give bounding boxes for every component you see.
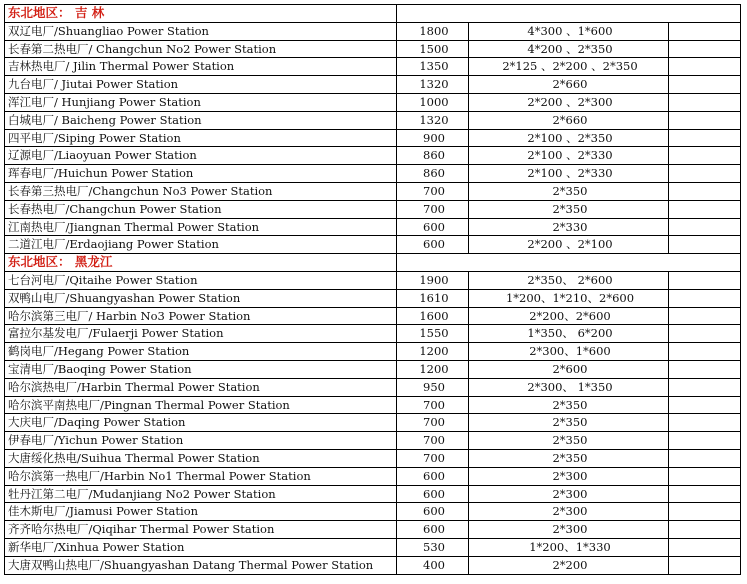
note-cell (669, 111, 741, 129)
table-row (5, 58, 741, 76)
station-name-cell: 白城电厂/ Baicheng Power Station (5, 111, 397, 129)
station-name-cell: 七台河电厂/Qitaihe Power Station (5, 271, 397, 289)
capacity-cell: 1550 (397, 325, 469, 343)
note-cell (669, 271, 741, 289)
station-name-cell: 牡丹江第二电厂/Mudanjiang No2 Power Station (5, 485, 397, 503)
capacity-cell: 1500 (397, 40, 469, 58)
capacity-cell: 1000 (397, 93, 469, 111)
station-name-cell: 二道江电厂/Erdaojiang Power Station (5, 236, 397, 254)
note-cell (669, 218, 741, 236)
table-row (5, 467, 741, 485)
table-row (5, 360, 741, 378)
station-name-cell: 鹤岗电厂/Hegang Power Station (5, 343, 397, 361)
note-cell (669, 22, 741, 40)
table-row (5, 325, 741, 343)
power-station-table (4, 4, 741, 575)
unit-config-cell: 4*300 、1*600 (469, 22, 669, 40)
station-name-cell: 江南热电厂/Jiangnan Thermal Power Station (5, 218, 397, 236)
unit-config-cell: 2*600 (469, 360, 669, 378)
station-name-cell: 哈尔滨热电厂/Harbin Thermal Power Station (5, 378, 397, 396)
station-name-cell: 伊春电厂/Yichun Power Station (5, 432, 397, 450)
table-row (5, 76, 741, 94)
table-row (5, 147, 741, 165)
table-row (5, 556, 741, 574)
table-row (5, 111, 741, 129)
unit-config-cell: 2*200、2*600 (469, 307, 669, 325)
unit-config-cell: 2*100 、2*330 (469, 165, 669, 183)
capacity-cell: 600 (397, 521, 469, 539)
note-cell (669, 396, 741, 414)
unit-config-cell: 2*660 (469, 76, 669, 94)
note-cell (669, 467, 741, 485)
region-header: 东北地区： 黑龙江 (5, 254, 397, 272)
table-body (5, 5, 741, 575)
table-row (5, 485, 741, 503)
table-row (5, 165, 741, 183)
capacity-cell: 700 (397, 396, 469, 414)
capacity-cell: 400 (397, 556, 469, 574)
capacity-cell: 1800 (397, 22, 469, 40)
note-cell (669, 93, 741, 111)
note-cell (669, 432, 741, 450)
table-row (5, 396, 741, 414)
capacity-cell: 700 (397, 200, 469, 218)
table-row (5, 182, 741, 200)
unit-config-cell: 2*100 、2*330 (469, 147, 669, 165)
station-name-cell: 哈尔滨第三电厂/ Harbin No3 Power Station (5, 307, 397, 325)
note-cell (669, 521, 741, 539)
capacity-cell: 1600 (397, 307, 469, 325)
unit-config-cell: 4*200 、2*350 (469, 40, 669, 58)
station-name-cell: 珲春电厂/Huichun Power Station (5, 165, 397, 183)
table-row (5, 538, 741, 556)
note-cell (669, 414, 741, 432)
table-row (5, 307, 741, 325)
unit-config-cell: 2*200 、2*100 (469, 236, 669, 254)
capacity-cell: 700 (397, 414, 469, 432)
station-name-cell: 双辽电厂/Shuangliao Power Station (5, 22, 397, 40)
station-name-cell: 浑江电厂/ Hunjiang Power Station (5, 93, 397, 111)
station-name-cell: 双鸭山电厂/Shuangyashan Power Station (5, 289, 397, 307)
capacity-cell: 1200 (397, 360, 469, 378)
unit-config-cell: 2*350 (469, 414, 669, 432)
capacity-cell: 600 (397, 503, 469, 521)
unit-config-cell: 2*300、 1*350 (469, 378, 669, 396)
station-name-cell: 哈尔滨平南热电厂/Pingnan Thermal Power Station (5, 396, 397, 414)
note-cell (669, 58, 741, 76)
note-cell (669, 538, 741, 556)
station-name-cell: 齐齐哈尔热电厂/Qiqihar Thermal Power Station (5, 521, 397, 539)
table-row (5, 22, 741, 40)
note-cell (669, 76, 741, 94)
capacity-cell: 700 (397, 449, 469, 467)
station-name-cell: 宝清电厂/Baoqing Power Station (5, 360, 397, 378)
unit-config-cell: 2*350 (469, 396, 669, 414)
unit-config-cell: 1*200、1*330 (469, 538, 669, 556)
unit-config-cell: 2*125 、2*200 、2*350 (469, 58, 669, 76)
table-row (5, 503, 741, 521)
note-cell (669, 165, 741, 183)
station-name-cell: 吉林热电厂/ Jilin Thermal Power Station (5, 58, 397, 76)
note-cell (669, 147, 741, 165)
table-row (5, 236, 741, 254)
capacity-cell: 1320 (397, 76, 469, 94)
table-row (5, 93, 741, 111)
capacity-cell: 700 (397, 182, 469, 200)
unit-config-cell: 2*660 (469, 111, 669, 129)
station-name-cell: 富拉尔基发电厂/Fulaerji Power Station (5, 325, 397, 343)
unit-config-cell: 2*300 (469, 485, 669, 503)
note-cell (669, 236, 741, 254)
unit-config-cell: 2*300 (469, 467, 669, 485)
unit-config-cell: 2*300 (469, 503, 669, 521)
capacity-cell: 600 (397, 218, 469, 236)
region-header-row (5, 5, 741, 23)
capacity-cell: 900 (397, 129, 469, 147)
note-cell (669, 325, 741, 343)
unit-config-cell: 1*350、 6*200 (469, 325, 669, 343)
unit-config-cell: 1*200、1*210、2*600 (469, 289, 669, 307)
table-row (5, 200, 741, 218)
station-name-cell: 大庆电厂/Daqing Power Station (5, 414, 397, 432)
station-name-cell: 四平电厂/Siping Power Station (5, 129, 397, 147)
unit-config-cell: 2*330 (469, 218, 669, 236)
capacity-cell: 1320 (397, 111, 469, 129)
capacity-cell: 1350 (397, 58, 469, 76)
capacity-cell: 1200 (397, 343, 469, 361)
table-row (5, 289, 741, 307)
table-row (5, 521, 741, 539)
station-name-cell: 新华电厂/Xinhua Power Station (5, 538, 397, 556)
note-cell (669, 40, 741, 58)
region-header-row (5, 254, 741, 272)
note-cell (669, 182, 741, 200)
unit-config-cell: 2*350 (469, 200, 669, 218)
unit-config-cell: 2*300 (469, 521, 669, 539)
capacity-cell: 600 (397, 236, 469, 254)
table-row (5, 218, 741, 236)
capacity-cell: 950 (397, 378, 469, 396)
note-cell (669, 129, 741, 147)
table-row (5, 414, 741, 432)
unit-config-cell: 2*100 、2*350 (469, 129, 669, 147)
capacity-cell: 860 (397, 147, 469, 165)
table-row (5, 271, 741, 289)
station-name-cell: 辽源电厂/Liaoyuan Power Station (5, 147, 397, 165)
capacity-cell: 600 (397, 467, 469, 485)
station-name-cell: 长春热电厂/Changchun Power Station (5, 200, 397, 218)
note-cell (669, 307, 741, 325)
capacity-cell: 1900 (397, 271, 469, 289)
station-name-cell: 哈尔滨第一热电厂/Harbin No1 Thermal Power Station (5, 467, 397, 485)
note-cell (669, 485, 741, 503)
note-cell (669, 289, 741, 307)
region-header: 东北地区： 吉 林 (5, 5, 397, 23)
unit-config-cell: 2*350 (469, 432, 669, 450)
station-name-cell: 佳木斯电厂/Jiamusi Power Station (5, 503, 397, 521)
station-name-cell: 大唐双鸭山热电厂/Shuangyashan Datang Thermal Power Station (5, 556, 397, 574)
note-cell (669, 343, 741, 361)
unit-config-cell: 2*200 、2*300 (469, 93, 669, 111)
table-row (5, 40, 741, 58)
unit-config-cell: 2*200 (469, 556, 669, 574)
table-row (5, 449, 741, 467)
note-cell (669, 360, 741, 378)
unit-config-cell: 2*350、 2*600 (469, 271, 669, 289)
unit-config-cell: 2*350 (469, 182, 669, 200)
unit-config-cell: 2*350 (469, 449, 669, 467)
capacity-cell: 1610 (397, 289, 469, 307)
table-row (5, 129, 741, 147)
station-name-cell: 九台电厂/ Jiutai Power Station (5, 76, 397, 94)
station-name-cell: 大唐绥化热电/Suihua Thermal Power Station (5, 449, 397, 467)
capacity-cell: 530 (397, 538, 469, 556)
capacity-cell: 600 (397, 485, 469, 503)
note-cell (669, 556, 741, 574)
region-header-empty-cells (397, 254, 741, 272)
note-cell (669, 503, 741, 521)
unit-config-cell: 2*300、1*600 (469, 343, 669, 361)
region-header-empty-cells (397, 5, 741, 23)
station-name-cell: 长春第三热电厂/Changchun No3 Power Station (5, 182, 397, 200)
note-cell (669, 449, 741, 467)
table-row (5, 378, 741, 396)
note-cell (669, 378, 741, 396)
note-cell (669, 200, 741, 218)
table-row (5, 432, 741, 450)
station-name-cell: 长春第二热电厂/ Changchun No2 Power Station (5, 40, 397, 58)
capacity-cell: 860 (397, 165, 469, 183)
table-row (5, 343, 741, 361)
capacity-cell: 700 (397, 432, 469, 450)
